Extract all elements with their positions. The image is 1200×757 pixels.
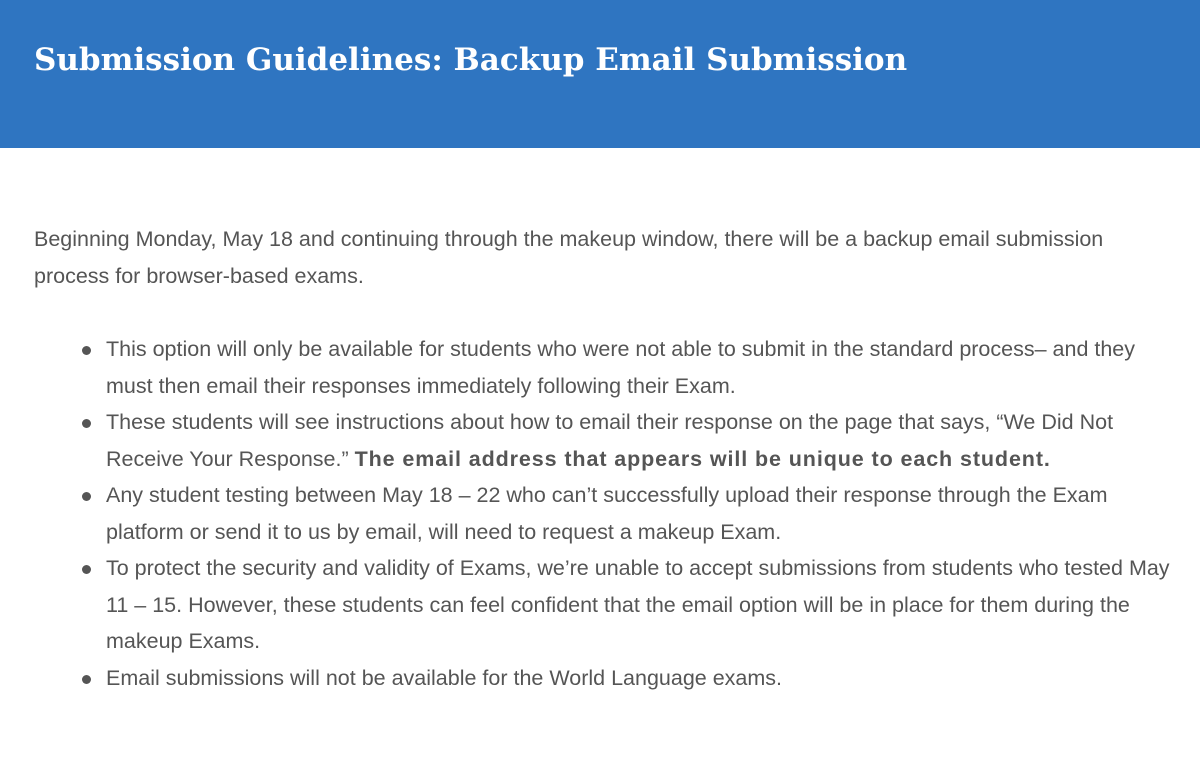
list-item-text: This option will only be available for students who were not able to submit in the standard process– and they must then email their responses immediately following their Exam.	[106, 337, 1136, 398]
list-item-bold-text: The email address that appears will be unique to each student.	[354, 446, 1051, 471]
list-item	[106, 404, 1174, 477]
bullet-icon	[82, 492, 91, 501]
main-content	[34, 221, 1174, 696]
list-item-text: Email submissions will not be available for the World Language exams.	[106, 665, 783, 690]
bullet-icon	[82, 419, 91, 428]
list-item	[106, 550, 1174, 660]
list-item-text: Any student testing between May 18 – 22 who can’t successfully upload their response through the Exam platform or send it to us by email, will need to request a makeup Exam.	[106, 483, 1108, 544]
bullet-icon	[82, 346, 91, 355]
list-item-text: To protect the security and validity of Exams, we’re unable to accept submissions from students who tested May 11 – 15. However, these students can feel confident that the email option will be in place for them during the makeup Exams.	[106, 556, 1170, 653]
bullet-icon	[82, 675, 91, 684]
list-item	[106, 331, 1174, 404]
list-item	[106, 477, 1174, 550]
header-banner	[0, 0, 1200, 148]
intro-paragraph: Beginning Monday, May 18 and continuing through the makeup window, there will be a backup email submission process for browser-based exams.	[34, 227, 1104, 288]
page-title: Submission Guidelines: Backup Email Submission	[34, 42, 908, 78]
list-item	[106, 660, 1174, 697]
bullet-icon	[82, 565, 91, 574]
guidelines-list	[34, 331, 1174, 696]
list-item-text: These students will see instructions about how to email their response on the page that says, “We Did Not Receive Your Response.”	[106, 410, 1114, 471]
